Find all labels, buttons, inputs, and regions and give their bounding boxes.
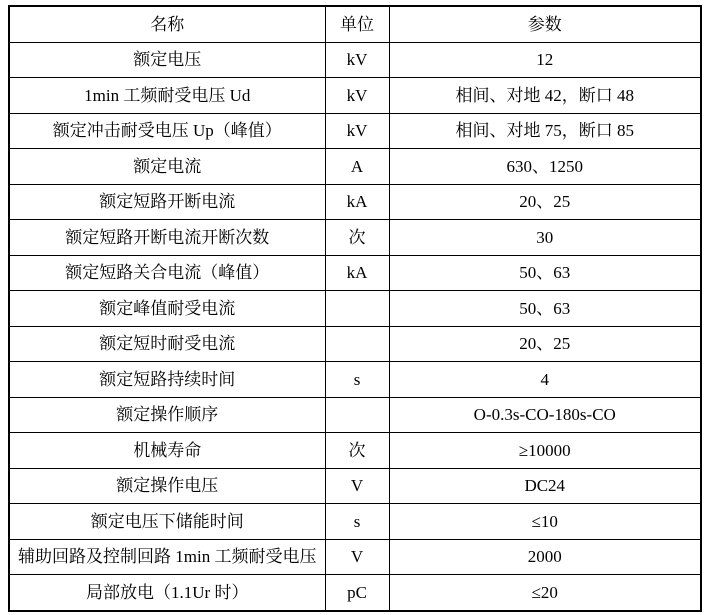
name-cell: 额定短路关合电流（峰值） xyxy=(9,255,325,291)
name-cell: 机械寿命 xyxy=(9,433,325,469)
name-cell: 额定电流 xyxy=(9,149,325,185)
col-header-name: 名称 xyxy=(9,6,325,42)
param-cell: O-0.3s-CO-180s-CO xyxy=(389,397,701,433)
unit-cell: s xyxy=(325,362,389,398)
param-cell: 630、1250 xyxy=(389,149,701,185)
param-cell: 30 xyxy=(389,220,701,256)
param-cell: ≥10000 xyxy=(389,433,701,469)
param-cell: 4 xyxy=(389,362,701,398)
unit-cell: pC xyxy=(325,575,389,611)
spec-row xyxy=(9,184,701,220)
name-cell: 额定短路持续时间 xyxy=(9,362,325,398)
col-header-param: 参数 xyxy=(389,6,701,42)
spec-row xyxy=(9,113,701,149)
name-cell: 额定电压 xyxy=(9,42,325,78)
spec-row xyxy=(9,575,701,611)
name-cell: 局部放电（1.1Ur 时） xyxy=(9,575,325,611)
param-cell: ≤20 xyxy=(389,575,701,611)
header-row xyxy=(9,6,701,42)
unit-cell: kV xyxy=(325,42,389,78)
col-header-unit: 单位 xyxy=(325,6,389,42)
name-cell: 额定短路开断电流 xyxy=(9,184,325,220)
param-cell: DC24 xyxy=(389,468,701,504)
unit-cell: V xyxy=(325,468,389,504)
name-cell: 额定操作电压 xyxy=(9,468,325,504)
name-cell: 额定短路开断电流开断次数 xyxy=(9,220,325,256)
unit-cell: 次 xyxy=(325,433,389,469)
spec-row xyxy=(9,468,701,504)
name-cell: 额定峰值耐受电流 xyxy=(9,291,325,327)
unit-cell: kV xyxy=(325,78,389,114)
spec-row xyxy=(9,433,701,469)
param-cell: 50、63 xyxy=(389,291,701,327)
param-cell: 50、63 xyxy=(389,255,701,291)
spec-row xyxy=(9,397,701,433)
unit-cell xyxy=(325,326,389,362)
name-cell: 1min 工频耐受电压 Ud xyxy=(9,78,325,114)
spec-table-body xyxy=(9,42,701,611)
unit-cell: s xyxy=(325,504,389,540)
name-cell: 辅助回路及控制回路 1min 工频耐受电压 xyxy=(9,539,325,575)
param-cell: 20、25 xyxy=(389,326,701,362)
spec-table xyxy=(8,5,702,612)
spec-row xyxy=(9,149,701,185)
name-cell: 额定冲击耐受电压 Up（峰值） xyxy=(9,113,325,149)
unit-cell xyxy=(325,291,389,327)
unit-cell xyxy=(325,397,389,433)
spec-row xyxy=(9,326,701,362)
name-cell: 额定操作顺序 xyxy=(9,397,325,433)
spec-row xyxy=(9,255,701,291)
spec-row xyxy=(9,42,701,78)
unit-cell: kA xyxy=(325,184,389,220)
param-cell: 2000 xyxy=(389,539,701,575)
param-cell: 相间、对地 75，断口 85 xyxy=(389,113,701,149)
spec-row xyxy=(9,220,701,256)
unit-cell: A xyxy=(325,149,389,185)
name-cell: 额定短时耐受电流 xyxy=(9,326,325,362)
spec-row xyxy=(9,362,701,398)
param-cell: ≤10 xyxy=(389,504,701,540)
unit-cell: V xyxy=(325,539,389,575)
spec-row xyxy=(9,291,701,327)
param-cell: 12 xyxy=(389,42,701,78)
unit-cell: kA xyxy=(325,255,389,291)
param-cell: 20、25 xyxy=(389,184,701,220)
spec-row xyxy=(9,539,701,575)
unit-cell: 次 xyxy=(325,220,389,256)
unit-cell: kV xyxy=(325,113,389,149)
spec-row xyxy=(9,504,701,540)
name-cell: 额定电压下储能时间 xyxy=(9,504,325,540)
param-cell: 相间、对地 42，断口 48 xyxy=(389,78,701,114)
spec-row xyxy=(9,78,701,114)
